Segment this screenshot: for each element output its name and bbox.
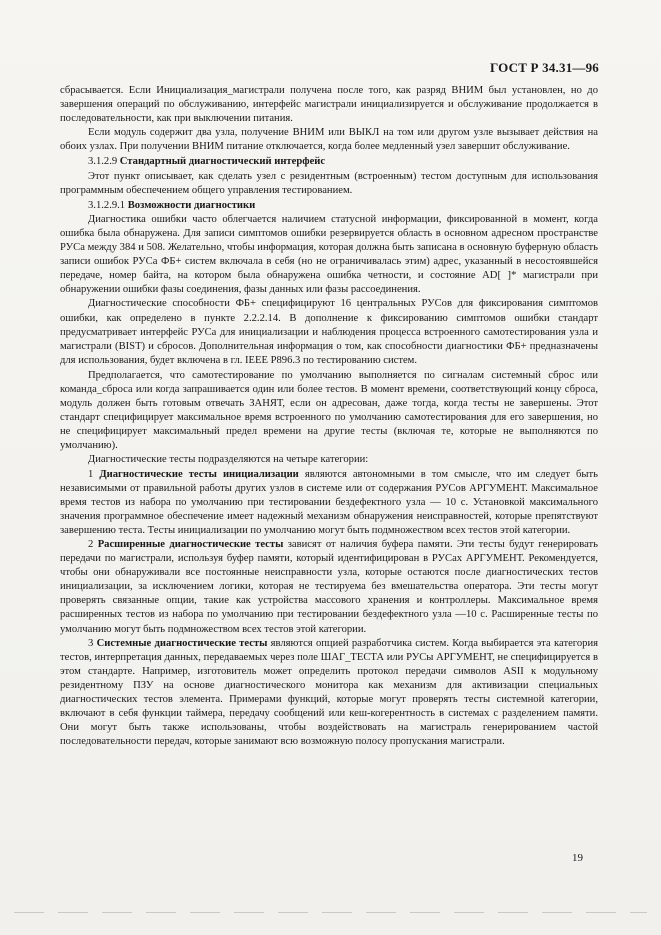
category-2 (60, 538, 598, 637)
paragraph-4: Диагностика ошибки часто облегчается наличием статусной информации, фиксированной в момент, когда ошибка была обнаружена. Для записи симптомов ошибки резервируется область в основном адресном пространстве РУСа между 384 и 508. Желательно, чтобы информация, которая должна быть записана в основную буферную область записи ошибок РУСа ФБ+ систем включала в себя (но не ограничивалась этим) адрес, указанный в несостоявшейся передаче, номер байта, на котором была обнаружена ошибка четности, и состояние AD[ ]* магистрали при обнаружении ошибки фазы соединения, фазы данных или фазы рассоединения. (60, 213, 598, 296)
paragraph-6: Предполагается, что самотестирование по умолчанию выполняется по сигналам системный сброс или команда_сброса или когда запрашивается один или более тестов. В момент времени, соответствующий концу сброса, модуль должен быть готовым отвечать ЗАНЯТ, если он адресован, даже тогда, когда тесты не завершены. Этот стандарт специфицирует максимальное время встроенного по умолчанию самотестирования для его завершения, но не специфицирует максимальный предел времени на другие тесты (включая те, которые не выполняются по умолчанию). (60, 369, 598, 452)
page-body (60, 84, 598, 749)
category-number: 1 (88, 468, 94, 480)
standard-header: ГОСТ Р 34.31—96 (490, 60, 599, 75)
category-title: Системные диагностические тесты (96, 637, 268, 649)
category-number: 3 (88, 637, 94, 649)
paragraph-3: Этот пункт описывает, как сделать узел с резидентным (встроенным) тестом доступным для использования программным обеспечением общего управления тестированием. (60, 170, 598, 196)
section-title: Возможности диагностики (127, 199, 256, 211)
page-number: 19 (572, 852, 583, 864)
category-text: зависят от наличия буфера памяти. Эти тесты будут генерировать передачи по магистрали, используя буфер памяти, который идентифицирован в РУСах АРГУМЕНТ. Рекомендуется, чтобы они обнаруживали все постоянные неисправности узла, которые остаются после диагностических тестов инициализации, за исключением логики, которая не тестируема без вмешательства оператора. Эти тесты могут проверять связанные опции, такие как устройства массового хранения и контроллеры. Максимальное время расширенных тестов из набора по умолчанию при тестировании бездефектного узла —10 с. Расширенные тесты по умолчанию могут быть подмножеством всех тестов этой категории. (60, 539, 598, 635)
section-3-1-2-9-heading (60, 155, 598, 169)
section-3-1-2-9-1-heading (60, 199, 598, 213)
paragraph-2: Если модуль содержит два узла, получение ВНИМ или ВЫКЛ на том или другом узле вызывает действия на обоих узлах. При получении ВНИМ питание отключается, когда более медленный узел завершит обслуживание. (60, 127, 598, 153)
paragraph-1: сбрасывается. Если Инициализация_магистрали получена после того, как разряд ВНИМ был установлен, но до завершения операций по обслуживанию, интерфейс магистрали инициализируется и обслуживание продолжается в последовательности, как при выключении питания. (60, 85, 598, 125)
category-title: Диагностические тесты инициализации (99, 468, 299, 480)
category-text: являются автономными в том смысле, что им следует быть независимыми от правильной работы других узлов в системе или от содержания РУСов АРГУМЕНТ. Максимальное время тестов из набора по умолчанию при тестировании бездефектного узла — 10 с. Установкой максимального значения программное обеспечение имеет надежный механизм обнаружения неисправностей, которые препятствуют завершению теста. Тесты инициализации по умолчанию могут быть подмножеством всех тестов этой категории. (60, 468, 598, 536)
paragraph-5: Диагностические способности ФБ+ специфицируют 16 центральных РУСов для фиксирования симптомов ошибки, как определено в пункте 2.2.2.14. В дополнение к фиксированию симптомов ошибки стандарт предусматривает интерфейс РУСа для инициализации и наблюдения процесса встроенного самотестирования узла и магистрали (BIST) и сбросов. Дополнительная информация о том, как способности диагностики ФБ+ предназначены для использования, будет включена в гл. IEEE P896.3 по тестированию систем. (60, 298, 598, 366)
section-number: 3.1.2.9.1 (88, 199, 126, 211)
category-number: 2 (88, 539, 94, 550)
section-title: Стандартный диагностический интерфейс (119, 156, 326, 168)
scan-edge-divider (14, 912, 647, 913)
category-title: Расширенные диагностические тесты (97, 539, 284, 550)
category-3 (60, 637, 598, 750)
category-1 (60, 468, 598, 538)
section-number: 3.1.2.9 (88, 156, 118, 168)
category-text: являются опцией разработчика систем. Когда выбирается эта категория тестов, интерпретация данных, передаваемых через поле ШАГ_ТЕСТА или РУСы АРГУМЕНТ, не специфицируется в этом стандарте. Например, изготовитель может определить протокол передачи символов ASII к модульному резидентному ПЗУ на основе диагностического монитора как механизм для активизации специальных диагностических тестов элемента. Примерами функций, которые могут проверять тесты системной категории, включают в себя функции таймера, передачу сообщений или кеш-когерентность в системах с разделением памяти. Они могут быть также использованы, чтобы воздействовать на магистраль генерированием частой последовательности передач, которые занимают всю возможную полосу пропускания магистрали. (60, 637, 598, 748)
paragraph-7: Диагностические тесты подразделяются на четыре категории: (88, 454, 369, 466)
